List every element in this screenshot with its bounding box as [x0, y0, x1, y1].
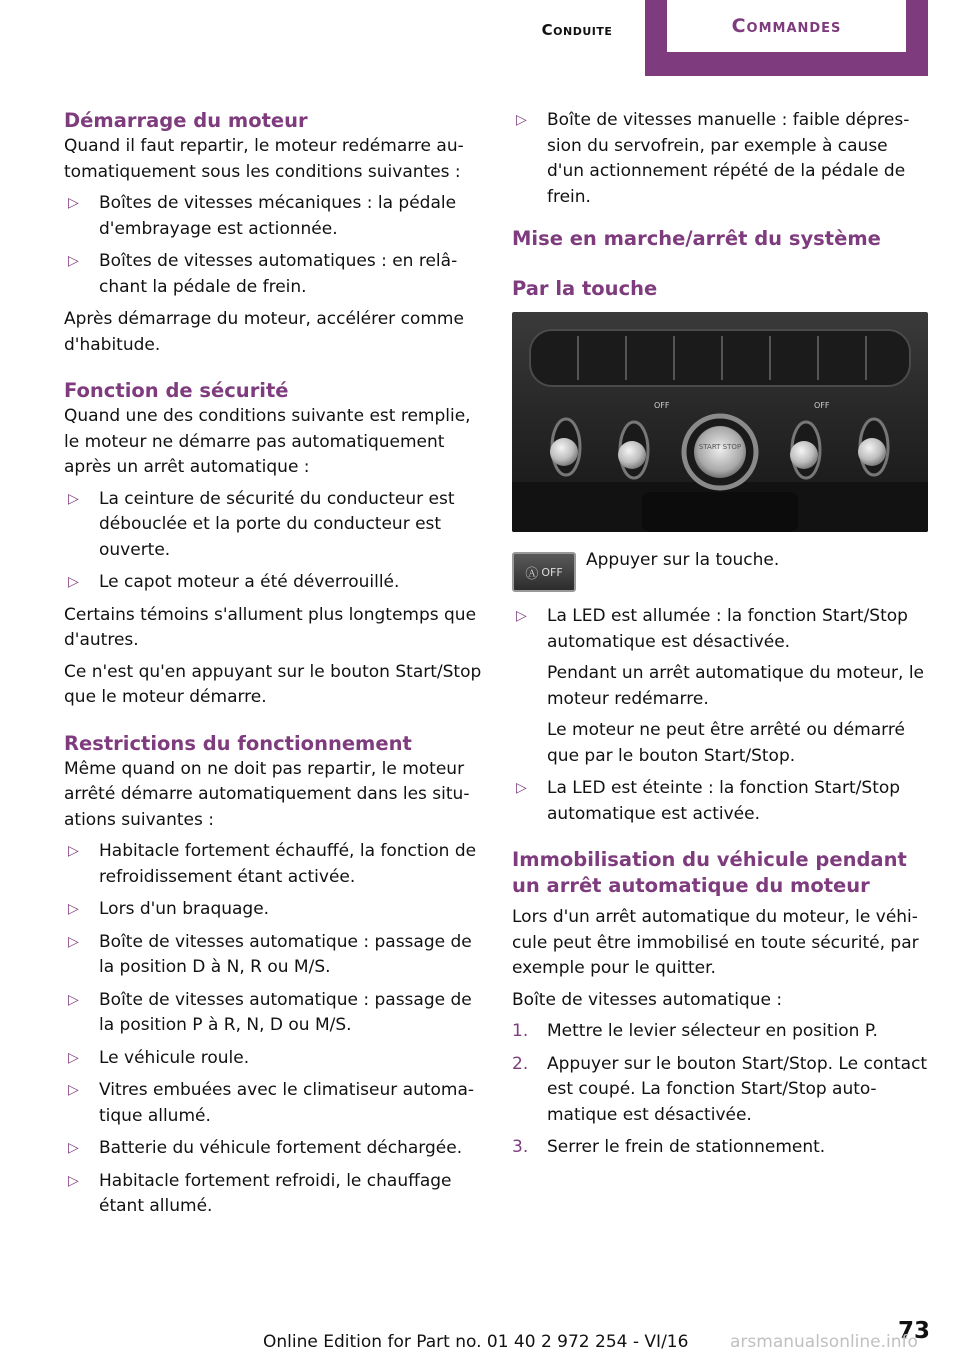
bullet-icon: ▷ — [68, 1172, 79, 1189]
paragraph: Ce n'est qu'en appuyant sur le bouton Start/Stop que le moteur démarre. — [64, 661, 482, 707]
list-item-text: Boîtes de vitesses mécaniques : la pédale d'embrayage est actionnée. — [99, 193, 457, 239]
header-chapter-label: Commandes — [667, 0, 906, 52]
list-item-text: Boîte de vitesses automatique : passage de la position D à N, R ou M/S. — [99, 931, 472, 977]
section-title-mise-en-marche: Mise en marche/arrêt du système — [512, 227, 881, 250]
paragraph: Quand une des conditions suivante est remplie, le moteur ne démarre pas automatiquement après un arrêt automatique : — [64, 406, 471, 477]
svg-text:OFF: OFF — [654, 401, 670, 410]
step-number: 1. — [512, 1021, 529, 1041]
list-item-text: Le véhicule roule. — [99, 1047, 250, 1068]
bullet-list — [64, 191, 482, 300]
numbered-list — [512, 1019, 930, 1161]
list-item-subtext: Pendant un arrêt automatique du moteur, le moteur redémarre. — [547, 663, 924, 709]
toggle-switch-panel-image — [512, 312, 928, 532]
bullet-icon: ▷ — [68, 901, 79, 917]
page-number: 73 — [898, 1318, 931, 1344]
step-number: 2. — [512, 1053, 529, 1074]
bullet-list — [64, 839, 482, 1220]
paragraph: Boîte de vitesses automatique : — [512, 989, 783, 1010]
list-item-text: Boîtes de vitesses automatiques : en relâchant la pédale de frein. — [99, 251, 458, 297]
section-title-securite: Fonction de sécurité — [64, 379, 289, 402]
section-title-demarrage: Démarrage du moteur — [64, 109, 308, 132]
list-item-text: Batterie du véhicule fortement déchargée. — [99, 1138, 463, 1158]
numbered-item — [512, 1052, 930, 1129]
list-item-text: Lors d'un braquage. — [99, 899, 270, 919]
bullet-icon: ▷ — [68, 991, 79, 1008]
bullet-icon: ▷ — [516, 608, 527, 624]
list-item-text: Habitacle fortement refroidi, le chauffage étant allumé. — [99, 1170, 452, 1216]
bullet-icon: ▷ — [68, 1140, 79, 1156]
list-item — [512, 108, 930, 210]
bullet-icon: ▷ — [516, 780, 527, 796]
list-item-text: Habitacle fortement échauffé, la fonction de refroidissement étant activée. — [99, 841, 477, 887]
section-title-immobilisation: Immobilisation du véhicule pendant un arrêt automatique du moteur — [512, 848, 907, 897]
section-title-restrictions: Restrictions du fonctionnement — [64, 731, 412, 755]
list-item — [64, 988, 482, 1039]
subsection-title-touche: Par la touche — [512, 277, 658, 300]
list-item — [64, 897, 482, 923]
bullet-list — [64, 487, 482, 596]
numbered-item — [512, 1135, 930, 1161]
bullet-icon: ▷ — [68, 574, 79, 590]
list-item-subtext: Le moteur ne peut être arrêté ou démarré que par le bouton Start/Stop. — [547, 720, 905, 766]
list-item-text: Vitres embuées avec le climatiseur automatique allumé. — [99, 1080, 475, 1126]
instruction-text: Appuyer sur la touche. — [586, 550, 780, 570]
list-item — [64, 930, 482, 981]
list-item — [64, 1169, 482, 1220]
list-item-text: La ceinture de sécurité du conducteur est débouclée et la porte du conducteur est ouverte. — [99, 488, 455, 560]
numbered-item — [512, 1019, 930, 1045]
button-off-label: OFF — [541, 565, 563, 579]
bullet-list — [512, 604, 930, 827]
paragraph: Même quand on ne doit pas repartir, le moteur arrêté démarre automatiquement dans les situations suivantes : — [64, 758, 470, 830]
console-photo — [512, 312, 928, 532]
step-number: 3. — [512, 1137, 529, 1157]
paragraph: Certains témoins s'allument plus longtemps que d'autres. — [64, 604, 477, 650]
list-item-text: Boîte de vitesses manuelle : faible dépression du servofrein, par exemple à cause d'un actionnement répété de la pédale de frein. — [547, 110, 910, 207]
list-item — [512, 604, 930, 769]
bullet-icon: ▷ — [68, 933, 79, 950]
bullet-icon: ▷ — [516, 112, 527, 128]
header-section-tab: Conduite — [541, 21, 613, 39]
bullet-icon: ▷ — [68, 490, 79, 507]
list-item — [64, 487, 482, 564]
paragraph: Quand il faut repartir, le moteur redémarre automatiquement sous les conditions suivantes : — [64, 136, 464, 182]
bullet-icon: ▷ — [68, 1082, 79, 1098]
left-column — [64, 108, 482, 1227]
right-column — [512, 108, 930, 1168]
list-item — [512, 776, 930, 827]
list-item — [64, 1136, 482, 1162]
list-item — [64, 570, 482, 596]
list-item — [64, 249, 482, 300]
step-text: Serrer le frein de stationnement. — [547, 1137, 826, 1157]
bullet-list — [512, 108, 930, 210]
paragraph: Après démarrage du moteur, accélérer comme d'habitude. — [64, 309, 464, 355]
start-stop-label: START STOP — [698, 443, 742, 451]
list-item — [64, 1078, 482, 1129]
step-text: Appuyer sur le bouton Start/Stop. Le contact est coupé. La fonction Start/Stop automatique est désactivée. — [547, 1053, 928, 1125]
watermark-text: arsmanualsonline.info — [730, 1332, 918, 1352]
list-item — [64, 839, 482, 890]
list-item — [64, 1046, 482, 1072]
header-chapter-tab — [645, 0, 928, 76]
bullet-icon: ▷ — [68, 843, 79, 859]
list-item — [64, 191, 482, 242]
page-footer — [0, 1318, 960, 1358]
svg-text:OFF: OFF — [814, 401, 830, 410]
bullet-icon: ▷ — [68, 1049, 79, 1066]
start-stop-off-button-icon: Ⓐ OFF — [512, 552, 576, 592]
list-item-text: La LED est éteinte : la fonction Start/Stop automatique est activée. — [547, 778, 901, 824]
list-item-text: Le capot moteur a été déverrouillé. — [99, 572, 400, 592]
paragraph: Lors d'un arrêt automatique du moteur, le véhicule peut être immobilisé en toute sécurité, par exemple pour le quitter. — [512, 907, 919, 978]
instruction-row — [512, 552, 930, 592]
step-text: Mettre le levier sélecteur en position P. — [547, 1021, 878, 1041]
bullet-icon: ▷ — [68, 195, 79, 211]
list-item-text: Boîte de vitesses automatique : passage de la position P à R, N, D ou M/S. — [99, 989, 472, 1035]
list-item-text: La LED est allumée : la fonction Start/Stop automatique est désactivée. — [547, 606, 908, 652]
edition-text: Online Edition for Part no. 01 40 2 972 254 - VI/16 — [263, 1332, 689, 1352]
bullet-icon: ▷ — [68, 253, 79, 269]
